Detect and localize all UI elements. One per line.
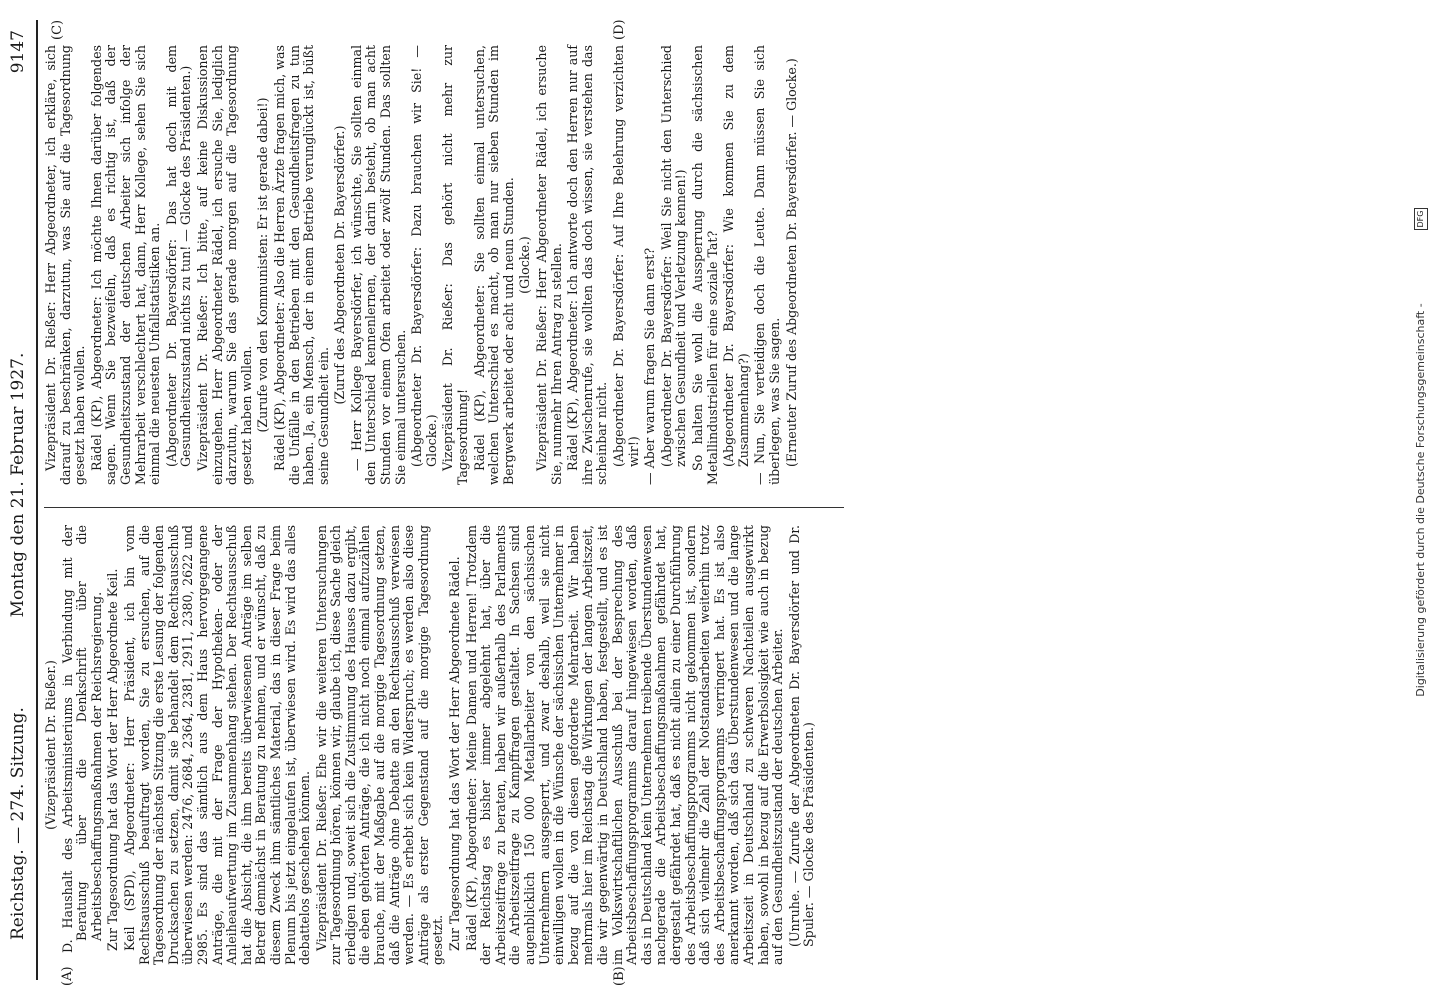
paragraph: Rädel (KP), Abgeordneter: Also die Herren Ärzte fragen mich, was die Unfälle in den Betrieben mit den Gesundheitsfragen zu tun haben. Ja, ein Mensch, der in einem Betriebe verunglückt ist, büßt seine Gesundheit ein. (271, 45, 331, 485)
paragraph: Zur Tagesordnung hat das Wort der Herr Abgeordnete Keil. (105, 568, 121, 951)
interjection: (Zurufe von den Kommunisten: Er ist gerade dabei!) (255, 97, 271, 433)
credit-text: Digitalisierung gefördert durch die Deutsche Forschungsgemeinschaft - (1414, 303, 1427, 697)
paragraph: Rädel (KP), Abgeordneter: Ich möchte Ihnen darüber folgendes sagen. Wenn Sie bezweifeln, daß es richtig ist, daß der Gesundheitszustand der deutschen Arbeiter sich infolge der Mehrarbeit verschlechtert hat, dann, Herr Kollege, sehen Sie sich einmal die neuesten Unfallstatistiken an. (88, 45, 163, 485)
paragraph: Vizepräsident Dr. Rießer: Herr Abgeordneter, ich erkläre, sich darauf zu beschränken, darzutun, was Sie auf die Tagesordnung gesetzt haben wollen. (43, 45, 88, 485)
header-left: Reichstag. — 274. Sitzung. (8, 707, 28, 940)
paragraph: — Nun, Sie verteidigen doch die Leute. Dann müssen Sie sich überlegen, was Sie sagen. (752, 45, 782, 485)
header-date: Montag den 21. Februar 1927. (8, 352, 28, 618)
interjection: (Glocke.) (517, 236, 533, 294)
paragraph: Vizepräsident Dr. Rießer: Das gehört nicht mehr zur Tagesordnung! (440, 45, 471, 485)
paragraph: Vizepräsident Dr. Rießer: Ich bitte, auf keine Diskussionen einzugehen. Herr Abgeordneter Rädel, ich ersuche Sie, lediglich darzutun, warum Sie das gerade morgen auf die Tagesordnung gesetzt haben wollen. (194, 45, 254, 485)
interjection: (Abgeordneter Dr. Bayersdörfer: Das hat doch mit dem Gesundheitszustand nichts zu tun! — Glocke des Präsidenten.) (163, 45, 194, 467)
right-column (44, 45, 801, 485)
interjection: (Unruhe. — Zurufe der Abgeordneten Dr. Bayersdörfer und Dr. Spuler. — Glocke des Präsidenten.) (786, 525, 817, 947)
interjection: (Zuruf des Abgeordneten Dr. Bayersdörfer.) (332, 125, 348, 405)
paragraph: Rädel (KP), Abgeordneter: Ich antworte doch den Herren nur auf ihre Zwischenrufe, sie wollten das doch wissen, sie verstehen das scheinbar nicht. (565, 45, 610, 485)
paragraph: D. Haushalt des Arbeitsministeriums in Verbindung mit der Beratung über die Denkschrift über die Arbeitsbeschaffungsmaßnahmen der Reichsregierung. (59, 525, 104, 953)
interjection: (Abgeordneter Dr. Bayersdörfer: Wie kommen Sie zu dem Zusammenhang?) (721, 45, 751, 467)
paragraph: So halten Sie wohl die Aussperrung durch die sächsischen Metallindustriellen für eine soziale Tat? (689, 45, 720, 485)
margin-mark-b: (B) (612, 966, 627, 986)
page-number: 9147 (8, 30, 28, 74)
interjection: (Abgeordneter Dr. Bayersdörfer: Weil Sie nicht den Unterschied zwischen Gesundheit und Verletzung kennen!) (658, 45, 689, 467)
paragraph: (Vizepräsident Dr. Rießer.) (43, 660, 58, 830)
page-header (8, 30, 32, 940)
interjection: (Abgeordneter Dr. Bayersdörfer: Auf Ihre Belehrung verzichten wir!) (610, 45, 641, 467)
interjection: (Erneuter Zuruf des Abgeordneten Dr. Bayersdörfer. — Glocke.) (783, 58, 799, 467)
paragraph: Rädel (KP), Abgeordneter: Sie sollten einmal untersuchen, welchen Unterschied es macht, ob man nur sieben Stunden im Bergwerk arbeitet oder acht und neun Stunden. (471, 45, 516, 485)
margin-mark-c: (C) (50, 19, 65, 40)
paragraph: Rädel (KP), Abgeordneter: Meine Damen und Herren! Trotzdem der Reichstag es bisher immer abgelehnt hat, über die Arbeitszeitfrage zu beraten, haben wir außerhalb des Parlaments die Arbeitszeitfrage zu Kampffragen gestaltet. In Sachsen sind augenblicklich 150 000 Metallarbeiter von den sächsischen Unternehmern ausgesperrt, und zwar deshalb, weil sie nicht einwilligen wollen in die Wünsche der sächsischen Unternehmer in bezug auf die von diesen geforderte Mehrarbeit. Wir haben mehrmals hier im Reichstag die Wirkungen der langen Arbeitszeit, die wir gegenwärtig in Deutschland haben, festgestellt, und es ist im Volkswirtschaftlichen Ausschuß bei der Besprechung des Arbeitsbeschaffungsprogramms darauf hingewiesen worden, daß das in Deutschland kein Unternehmen treibende Überstundenwesen nachgerade die Arbeitsbeschaffungsmaßnahmen gefährdet hat, dergestalt gefährdet hat, daß es nicht allein zu einer Durchführung des Arbeitsbeschaffungsprogramms nicht gekommen ist, sondern daß sich vielmehr die Zahl der Notstandsarbeiten weiterhin trotz des Arbeitsbeschaffungsprogramms verringert hat. Es ist also anerkannt worden, daß sich das Überstundenwesen und die lange Arbeitszeit in Deutschland zu schweren Nachteilen ausgewirkt haben, sowohl in bezug auf die Erwerbslosigkeit wie auch in bezug auf den Gesundheitszustand der deutschen Arbeiter. (463, 525, 786, 965)
paragraph: Vizepräsident Dr. Rießer: Ehe wir die weiteren Untersuchungen zur Tagesordnung hören, können wir, glaube ich, diese Sache gleich erledigen und, soweit sich die Zustimmung des Hauses dazu ergibt, die eben gehörten Anträge, die ich nicht noch einmal aufzuzählen brauche, mit der Maßgabe auf die morgige Tagesordnung setzen, daß die Anträge ohne Debatte an den Rechtsausschuß verwiesen werden. — Es erhebt sich kein Widerspruch; es werden also diese Anträge als erster Gegenstand auf die morgige Tagesordnung gesetzt. (313, 525, 446, 965)
margin-mark-d: (D) (612, 19, 627, 40)
dfg-logo: DFG (1414, 208, 1428, 230)
paragraph: — Aber warum fragen Sie dann erst? (642, 247, 658, 485)
left-column (44, 525, 819, 965)
paragraph: — Herr Kollege Bayersdörfer, ich wünschte, Sie sollten einmal den Unterschied kennenlernen, der darin besteht, ob man acht Stunden vor einem Ofen arbeitet oder zwölf Stunden. Das sollten Sie einmal untersuchen. (348, 45, 408, 485)
digitization-credit (1414, 0, 1427, 1000)
paragraph: Vizepräsident Dr. Rießer: Herr Abgeordneter Rädel, ich ersuche Sie, nunmehr Ihren Antrag zu stellen. (534, 45, 564, 485)
margin-mark-a: (A) (60, 966, 75, 986)
header-rule (36, 20, 38, 980)
interjection: (Abgeordneter Dr. Bayersdörfer: Dazu brauchen wir Sie! — Glocke.) (409, 45, 439, 467)
paragraph: Zur Tagesordnung hat das Wort der Herr Abgeordnete Rädel. (447, 556, 463, 951)
paragraph: Keil (SPD), Abgeordneter: Herr Präsident, ich bin vom Rechtsausschuß beauftragt worden, Sie zu ersuchen, auf die Tagesordnung der nächsten Sitzung die erste Lesung der folgenden Drucksachen zu setzen, damit sie behandelt dem Rechtsausschuß überwiesen werden: 2476, 2684, 2364, 2381, 2911, 2380, 2622 und 2985. Es sind das sämtlich aus dem Haus hervorgegangene Anträge, die mit der Frage der Hypotheken- oder der Anleiheaufwertung im Zusammenhang stehen. Der Rechtsausschuß hat die Absicht, die ihm bereits überwiesenen Anträge im selben Betreff demnächst in Beratung zu nehmen, und er wünscht, daß zu diesem Zweck ihm sämtliches Material, das in dieser Frage beim Plenum bis jetzt eingelaufen ist, überwiesen wird. Es wird das alles debattelos geschehen können. (121, 525, 313, 965)
column-divider (44, 507, 844, 508)
